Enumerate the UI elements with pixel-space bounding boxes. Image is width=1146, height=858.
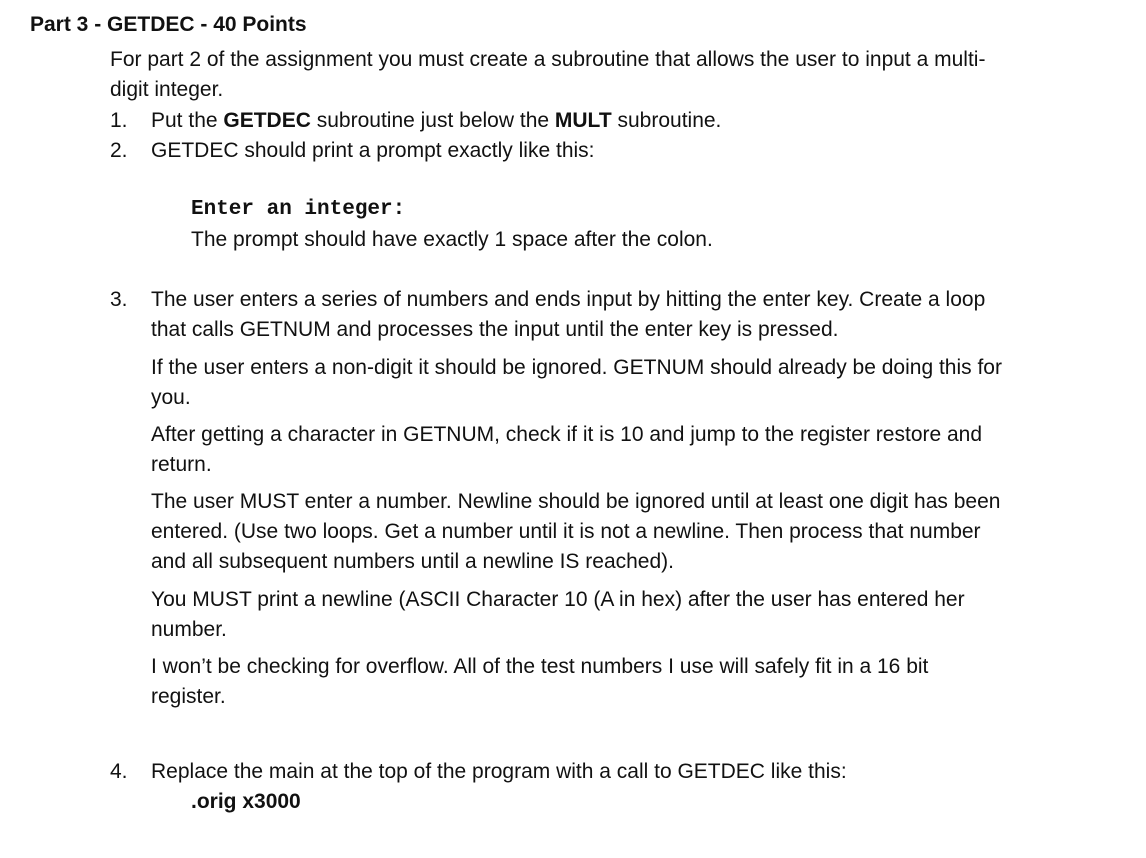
item-1-bold-getdec: GETDEC	[223, 109, 311, 132]
item-3-p1-line-1: The user enters a series of numbers and ends input by hitting the enter key. Create a loop	[151, 288, 986, 311]
item-2-text: GETDEC should print a prompt exactly like this:	[151, 139, 595, 162]
item-number: 2.	[110, 139, 128, 162]
item-3-p3-line-1: After getting a character in GETNUM, check if it is 10 and jump to the register restore and	[151, 423, 983, 446]
item-3-p5-line-2: number.	[151, 618, 227, 641]
item-3-p6-line-2: register.	[151, 685, 226, 708]
item-3-p3-line-2: return.	[151, 453, 212, 476]
item-3-p1-line-2: that calls GETNUM and processes the input until the enter key is pressed.	[151, 318, 839, 341]
item-1-bold-mult: MULT	[554, 109, 612, 132]
intro-line-1: For part 2 of the assignment you must create a subroutine that allows the user to input a multi-	[110, 48, 986, 71]
item-1-text	[151, 106, 1091, 136]
prompt-code: Enter an integer:	[191, 198, 406, 221]
item-3-p4-line-2: entered. (Use two loops. Get a number until it is not a newline. Then process that number	[151, 520, 981, 543]
prompt-note: The prompt should have exactly 1 space after the colon.	[191, 228, 713, 251]
item-1-mid: subroutine just below the	[310, 109, 555, 132]
section-heading: Part 3 - GETDEC - 40 Points	[30, 13, 307, 36]
item-4-text: Replace the main at the top of the program with a call to GETDEC like this:	[151, 760, 847, 783]
item-number: 4.	[110, 760, 128, 783]
item-1-pre: Put the	[151, 109, 224, 132]
orig-directive: .orig x3000	[191, 790, 301, 813]
item-3-p2-line-2: you.	[151, 386, 191, 409]
item-3-p4-line-1: The user MUST enter a number. Newline should be ignored until at least one digit has been	[151, 490, 1001, 513]
item-number: 3.	[110, 288, 128, 311]
intro-line-2: digit integer.	[110, 78, 224, 101]
item-3-p4-line-3: and all subsequent numbers until a newline IS reached).	[151, 550, 674, 573]
item-3-p6-line-1: I won’t be checking for overflow. All of the test numbers I use will safely fit in a 16 bit	[151, 655, 929, 678]
item-3-p2-line-1: If the user enters a non-digit it should be ignored. GETNUM should already be doing this for	[151, 356, 1002, 379]
item-3-p5-line-1: You MUST print a newline (ASCII Character 10 (A in hex) after the user has entered her	[151, 588, 965, 611]
item-number: 1.	[110, 109, 128, 132]
item-1-post: subroutine.	[611, 109, 722, 132]
